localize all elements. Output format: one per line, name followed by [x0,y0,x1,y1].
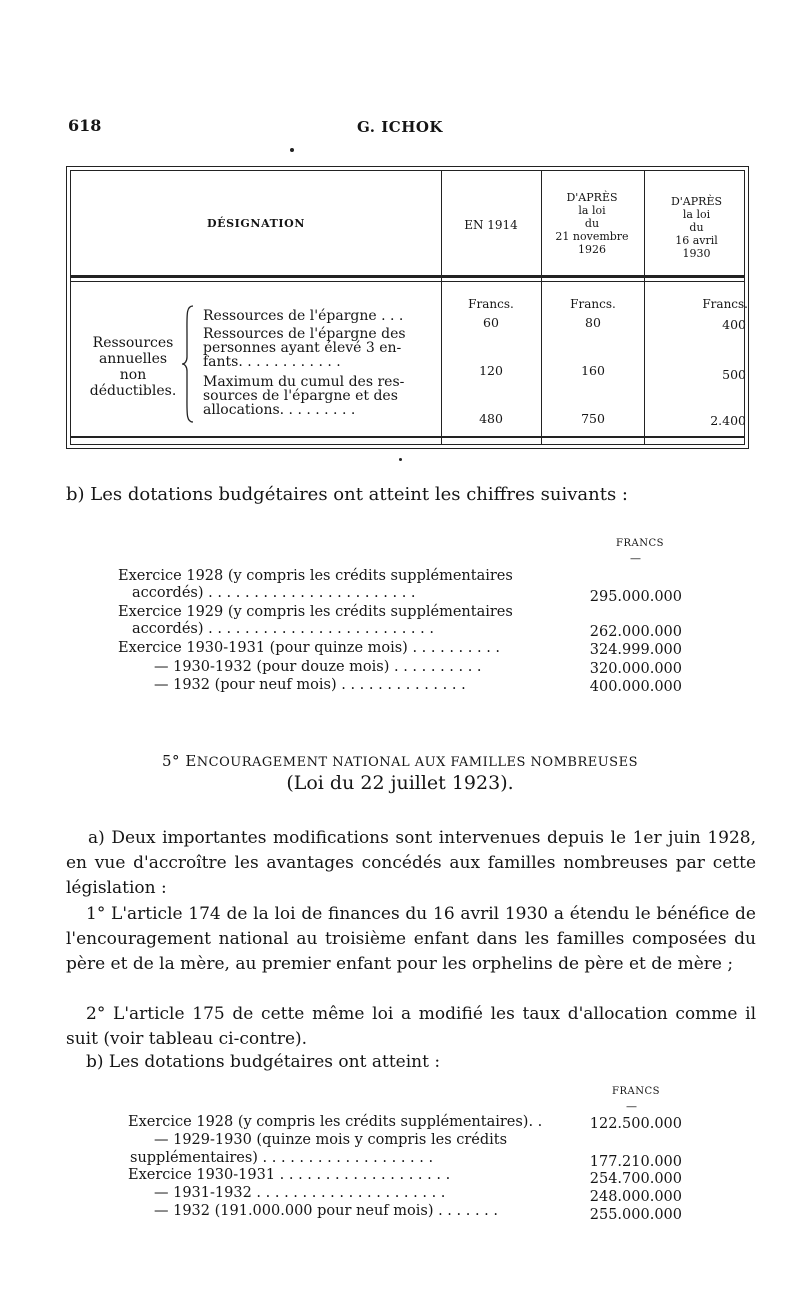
header-rule [71,281,744,282]
allocation-table [66,166,749,449]
ledger-line: Exercice 1928 (y compris les crédits supplémentaires). . [128,1114,543,1130]
row-label-line: allocations. . . . . . . . . [203,402,356,418]
row-label [203,309,439,323]
ledger-line: — 1932 (pour neuf mois) . . . . . . . . . . . . . . [154,677,466,693]
header-line: du [689,221,704,234]
bottom-rule [71,436,744,438]
table-cell: 750 [581,411,605,426]
ledger-amount: 122.500.000 [589,1116,682,1132]
column-header-dash: — [626,1100,637,1113]
table-cell: 80 [585,315,601,330]
paragraph-1: 1° L'article 174 de la loi de finances du 16 avril 1930 a étendu le bénéfice de l'encouragement national au troisième enfant dans les familles composées du père et de la mère, au premier enfant pour les orphelins de père et de mère ; [66,904,756,974]
header-rule [71,275,744,278]
ledger-line: — 1930-1932 (pour douze mois) . . . . . . . . . . [154,659,482,675]
table-cell: 480 [479,411,503,426]
header-line: 1926 [578,243,606,256]
header-line: la loi [578,204,606,217]
paragraph-b: b) Les dotations budgétaires ont atteint : [86,1052,441,1072]
ledger-line: — 1931-1932 . . . . . . . . . . . . . . . . . . . . . [154,1185,446,1201]
paragraph-a: a) Deux importantes modifications sont intervenues depuis le 1er juin 1928, en vue d'accroître les avantages concédés aux familles nombreuses par cette législation : [66,828,756,898]
row-label-line: personnes ayant élevé 3 en- [203,340,402,356]
ledger-line: Exercice 1930-1931 . . . . . . . . . . . . . . . . . . . [128,1167,451,1183]
header-line: D'APRÈS [566,191,618,204]
ledger-line: — 1932 (191.000.000 pour neuf mois) . . . . . . . [154,1203,498,1219]
group-label [83,335,183,399]
table-cell: 500 [722,367,746,382]
ledger-line: Exercice 1930-1931 (pour quinze mois) . . . . . . . . . . [118,640,501,656]
table-cell: 2.400 [710,413,746,428]
column-header-dash: — [630,552,641,565]
page-number: 618 [68,116,102,135]
row-label-line: Ressources de l'épargne des [203,326,406,342]
table-cell: 400 [722,317,746,332]
ledger-line: — 1929-1930 (quinze mois y compris les crédits [154,1132,508,1148]
header-line: 16 avril [675,234,718,247]
group-label-line: Ressources [92,335,174,351]
ledger-amount: 320.000.000 [589,661,682,677]
ledger-amount: 400.000.000 [589,679,682,695]
ledger-amount: 248.000.000 [589,1189,682,1205]
column-header-francs: FRANCS [612,1086,660,1097]
group-label-line: non [119,367,147,383]
group-label-line: annuelles [98,351,168,367]
ledger-amount: 177.210.000 [589,1154,682,1170]
printer-mark [399,458,402,461]
ledger-line: accordés) . . . . . . . . . . . . . . . . . . . . . . . [132,585,416,601]
ledger-amount: 295.000.000 [589,589,682,605]
ledger-amount: 324.999.000 [589,642,682,658]
header-d-apres-1930 [645,195,748,260]
section-title-initial: E [185,752,197,770]
section-title-rest: NCOURAGEMENT NATIONAL AUX FAMILLES NOMBREUSES [196,755,638,770]
row-label [203,375,439,417]
printer-mark [290,148,294,152]
row-label-line: Maximum du cumul des res- [203,374,405,390]
table-cell: 60 [483,315,499,330]
header-line: D'APRÈS [670,195,723,208]
column-header-francs: FRANCS [616,538,664,549]
header-d-apres-1926 [541,191,643,256]
unit-label: Francs. [570,297,616,311]
section-title [0,752,800,770]
ledger-amount: 262.000.000 [589,624,682,640]
paragraph-2: 2° L'article 175 de cette même loi a modifié les taux d'allocation comme il suit (voir tableau ci-contre). [66,1004,756,1049]
ledger-line: Exercice 1928 (y compris les crédits supplémentaires [118,568,513,584]
table-cell: 160 [581,363,605,378]
group-label-line: déductibles. [89,383,177,399]
running-title: G. ICHOK [357,118,443,136]
table-frame [70,170,748,445]
row-label-line: sources de l'épargne et des [203,388,398,404]
ledger-amount: 255.000.000 [589,1207,682,1223]
row-label [203,327,439,369]
brace-icon [181,305,195,423]
column-divider [441,171,442,444]
ledger-line: Exercice 1929 (y compris les crédits supplémentaires [118,604,513,620]
header-line: 1930 [682,247,711,260]
ledger-line: supplémentaires) . . . . . . . . . . . . . . . . . . . [130,1150,434,1166]
ledger-line: accordés) . . . . . . . . . . . . . . . . . . . . . . . . . [132,621,434,637]
budget-intro: b) Les dotations budgétaires ont atteint les chiffres suivants : [66,484,628,505]
section-number: 5° [162,752,181,770]
table-cell: 120 [479,363,503,378]
header-en-1914: EN 1914 [464,218,518,232]
header-line: la loi [682,208,711,221]
unit-label: Francs. [468,297,514,311]
header-line: 21 novembre [555,230,629,243]
row-label-line: fants. . . . . . . . . . . . [203,354,341,370]
section-subtitle: (Loi du 22 juillet 1923). [286,772,514,794]
row-label-line: Ressources de l'épargne . . . [203,308,404,324]
unit-label: Francs. [702,297,748,311]
header-designation: DÉSIGNATION [207,217,305,230]
header-line: du [584,217,600,230]
ledger-amount: 254.700.000 [589,1171,682,1187]
